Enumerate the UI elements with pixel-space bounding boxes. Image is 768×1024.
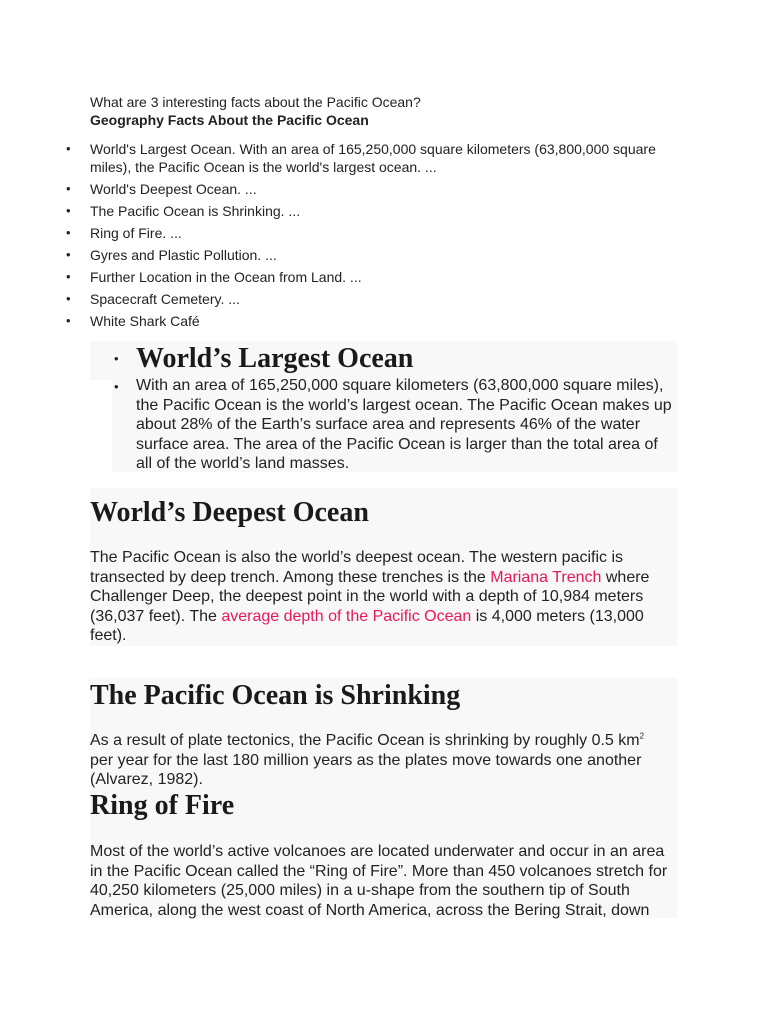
ring-of-fire-text: Most of the world’s active volcanoes are located underwater and occur in an area in the Pacific Ocean called the “Ring of Fire”. More than 450 volcanoes stretch for 40,250 kilometers (25,000 miles) in a u-shape from the southern tip of South America, along the west coast of North America, across the Bering Strait, down bbox=[90, 843, 668, 919]
deepest-ocean-text bbox=[90, 548, 675, 646]
facts-list bbox=[60, 140, 660, 334]
list-item: • White Shark Café bbox=[60, 312, 660, 330]
bullet-dot: • bbox=[114, 351, 119, 366]
deepest-text-part: The Pacific Ocean is also the world’s deepest ocean. The western pacific is transected by deep trench. Among these trenches is the bbox=[90, 549, 624, 586]
list-item: • Ring of Fire. ... bbox=[60, 224, 660, 242]
list-item: • World's Deepest Ocean. ... bbox=[60, 180, 660, 198]
deepest-text-part: is 4,000 meters (13,000 feet). bbox=[90, 607, 644, 644]
question-text: What are 3 interesting facts about the Pacific Ocean? bbox=[90, 94, 421, 110]
bullet-dot: • bbox=[114, 379, 119, 394]
list-item: • Gyres and Plastic Pollution. ... bbox=[60, 246, 660, 264]
largest-ocean-text: With an area of 165,250,000 square kilometers (63,800,000 square miles), the Pacific Ocean is the world’s largest ocean. The Pacific Ocean makes up about 28% of the Earth’s surface area and represents 46% of the water surface area. The area of the Pacific Ocean is larger than the total area of all of the world’s land masses. bbox=[136, 377, 672, 472]
list-item: • World's Largest Ocean. With an area of 165,250,000 square kilometers (63,800,000 square miles), the Pacific Ocean is the world's largest ocean. ... bbox=[60, 140, 660, 176]
section-margin bbox=[90, 380, 112, 472]
shrinking-text-part: As a result of plate tectonics, the Pacific Ocean is shrinking by roughly 0.5 km bbox=[90, 732, 640, 749]
deepest-ocean-title: World’s Deepest Ocean bbox=[90, 497, 369, 528]
mariana-trench-link[interactable]: Mariana Trench bbox=[490, 568, 602, 586]
ring-of-fire-title: Ring of Fire bbox=[90, 790, 235, 821]
average-depth-link[interactable]: average depth of the Pacific Ocean bbox=[221, 607, 472, 625]
list-item: • The Pacific Ocean is Shrinking. ... bbox=[60, 202, 660, 220]
shrinking-title: The Pacific Ocean is Shrinking bbox=[90, 680, 461, 711]
list-item: • Further Location in the Ocean from Land. ... bbox=[60, 268, 660, 286]
largest-ocean-title: World’s Largest Ocean bbox=[136, 343, 414, 374]
list-item: • Spacecraft Cemetery. ... bbox=[60, 290, 660, 308]
deepest-text-part: where Challenger Deep, the deepest point in the world with a depth of 10,984 meters (36,037 feet). The bbox=[90, 568, 650, 625]
superscript-2: 2 bbox=[639, 731, 645, 741]
shrinking-text bbox=[90, 731, 665, 790]
subheading: Geography Facts About the Pacific Ocean bbox=[90, 112, 369, 128]
shrinking-text-part: per year for the last 180 million years as the plates move towards one another (Alvarez, 1982). bbox=[90, 751, 642, 788]
